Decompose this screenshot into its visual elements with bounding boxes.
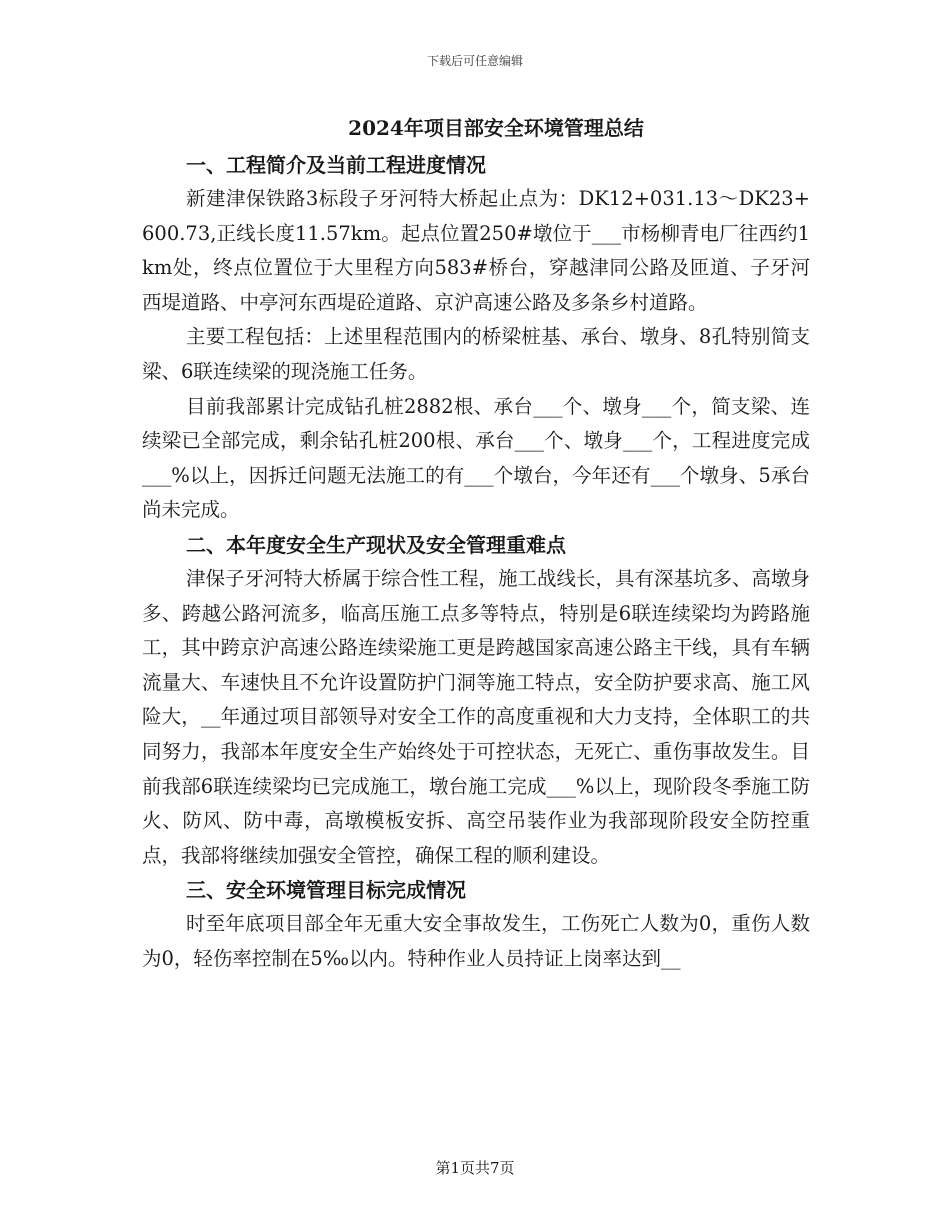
document-body xyxy=(142,112,810,976)
paragraph: 目前我部累计完成钻孔桩2882根、承台___个、墩身___个，简支梁、连续梁已全部完成，剩余钻孔桩200根、承台___个、墩身___个，工程进度完成___%以上，因拆迁问题无法施工的有___个墩台，今年还有___个墩身、5承台尚未完成。 xyxy=(142,394,810,522)
paragraph: 津保子牙河特大桥属于综合性工程，施工战线长，具有深基坑多、高墩身多、跨越公路河流多，临高压施工点多等特点，特别是6联连续梁均为跨路施工，其中跨京沪高速公路连续梁施工更是跨越国家高速公路主干线，具有车辆流量大、车速快且不允许设置防护门洞等施工特点，安全防护要求高、施工风险大，__年通过项目部领导对安全工作的高度重视和大力支持，全体职工的共同努力，我部本年度安全生产始终处于可控状态，无死亡、重伤事故发生。目前我部6联连续梁均已完成施工，墩台施工完成___%以上，现阶段冬季施工防火、防风、防中毒，高墩模板安拆、高空吊装作业为我部现阶段安全防控重点，我部将继续加强安全管控，确保工程的顺利建设。 xyxy=(142,566,811,867)
section-heading: 三、安全环境管理目标完成情况 xyxy=(186,878,466,903)
page-number-footer: 第1页共7页 xyxy=(435,1159,515,1177)
document-title: 2024年项目部安全环境管理总结 xyxy=(348,116,644,140)
paragraph: 时至年底项目部全年无重大安全事故发生，工伤死亡人数为0，重伤人数为0，轻伤率控制在5‰以内。特种作业人员持证上岗率达到__ xyxy=(142,912,810,970)
section-heading: 一、工程简介及当前工程进度情况 xyxy=(186,153,486,177)
section-1 xyxy=(142,148,810,528)
paragraph: 新建津保铁路3标段子牙河特大桥起止点为：DK12+031.13～DK23+600.73,正线长度11.57km。起点位置250#墩位于___市杨柳青电厂往西约1km处，终点位置位于大里程方向583#桥台，穿越津同公路及匝道、子牙河西堤道路、中亭河东西堤砼道路、京沪高速公路及多条乡村道路。 xyxy=(142,187,810,314)
header-note: 下载后可任意编辑 xyxy=(426,54,523,68)
section-3 xyxy=(142,873,810,976)
paragraph: 主要工程包括：上述里程范围内的桥梁桩基、承台、墩身、8孔特别简支梁、6联连续梁的现浇施工任务。 xyxy=(142,325,810,383)
section-heading: 二、本年度安全生产现状及安全管理重难点 xyxy=(186,532,566,557)
section-2 xyxy=(142,528,810,873)
